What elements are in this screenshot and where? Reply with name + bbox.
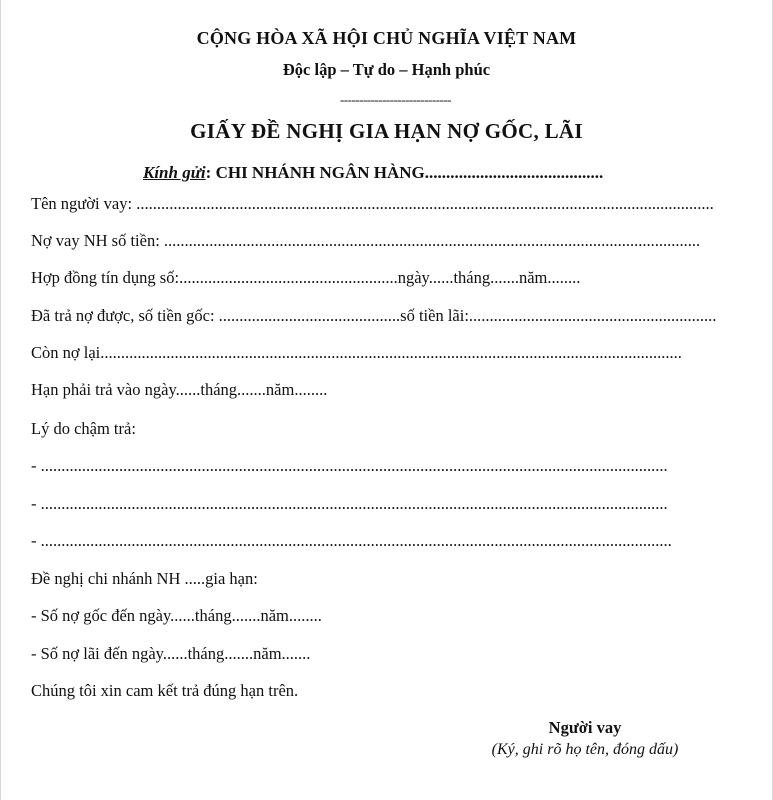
signature-note: (Ký, ghi rõ họ tên, đóng dấu) — [491, 741, 679, 758]
principal-extension-line: - Số nợ gốc đến ngày......tháng.......năm........ — [31, 606, 322, 625]
extension-request-line: Đề nghị chi nhánh NH .....gia hạn: — [31, 569, 258, 588]
addressee-label: Kính gửi — [143, 163, 206, 182]
interest-extension-line: - Số nợ lãi đến ngày......tháng.......năm....... — [31, 644, 311, 663]
remaining-debt-line: Còn nợ lại............................................................................................................................................. — [31, 343, 682, 362]
addressee-line — [143, 163, 603, 183]
motto: Độc lập – Tự do – Hạnh phúc — [282, 60, 491, 79]
paid-amount-line: Đã trả nợ được, số tiền gốc: ............................................số tiền lãi:............................................................ — [31, 306, 717, 325]
signature-title: Người vay — [548, 718, 622, 737]
header-separator: ----------------------------- — [339, 92, 452, 107]
credit-contract-line: Hợp đồng tín dụng số:.....................................................ngày......tháng.......năm........ — [31, 268, 581, 287]
reason-line-2: - ........................................................................................................................................................ — [31, 494, 668, 513]
due-date-line: Hạn phải trả vào ngày......tháng.......năm........ — [31, 380, 328, 399]
addressee-value: CHI NHÁNH NGÂN HÀNG.......................................... — [211, 163, 604, 182]
national-header: CỘNG HÒA XÃ HỘI CHỦ NGHĨA VIỆT NAM — [196, 28, 577, 48]
reason-label: Lý do chậm trả: — [31, 419, 136, 438]
borrower-name-line: Tên người vay: ............................................................................................................................................ — [31, 194, 714, 213]
document-title: GIẤY ĐỀ NGHỊ GIA HẠN NỢ GỐC, LÃI — [190, 119, 583, 143]
reason-line-1: - ........................................................................................................................................................ — [31, 456, 668, 475]
commitment-line: Chúng tôi xin cam kết trả đúng hạn trên. — [31, 681, 299, 700]
addressee-colon: : — [205, 163, 212, 182]
reason-line-3: - ......................................................................................................................................................... — [31, 531, 672, 550]
loan-amount-line: Nợ vay NH số tiền: .................................................................................................................................. — [31, 231, 701, 250]
